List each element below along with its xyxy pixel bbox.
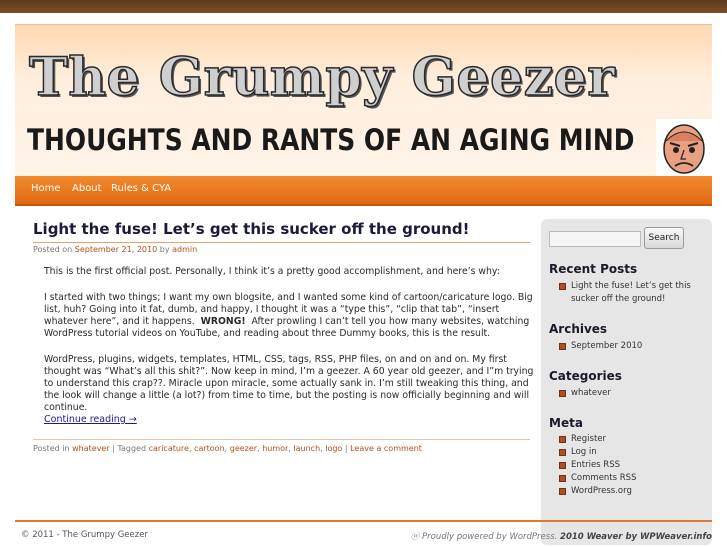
nav-about[interactable]: About	[72, 183, 102, 194]
weaver-link[interactable]: 2010 Weaver by WPWeaver.info	[560, 532, 712, 542]
page-frame	[15, 24, 712, 545]
tag-link[interactable]: humor	[262, 444, 289, 453]
tag-link[interactable]: cartoon	[194, 444, 225, 453]
main-content	[33, 220, 534, 453]
tag-link[interactable]: caricature	[148, 444, 189, 453]
nav-home[interactable]: Home	[31, 183, 61, 194]
archives-list	[559, 340, 704, 353]
posted-on-label: Posted on	[33, 245, 73, 254]
sidebar	[541, 219, 712, 545]
site-title[interactable]: The Grumpy Geezer	[29, 47, 616, 108]
by-label: by	[159, 245, 170, 254]
post-paragraph	[44, 292, 534, 340]
tag-link[interactable]: launch	[293, 444, 321, 453]
site-footer	[15, 520, 712, 547]
posted-in-label: Posted in	[33, 444, 70, 453]
search-button[interactable]: Search	[644, 227, 684, 249]
site-tagline: THOUGHTS AND RANTS OF AN AGING MIND	[27, 123, 635, 157]
post-paragraph-tail: After prowling I can’t tell you how many websites, watching WordPress tutorial videos on YouTube, and reading about three Dummy books, this is the result.	[44, 316, 530, 339]
grumpy-face-logo	[656, 119, 712, 177]
top-bar	[0, 0, 727, 13]
tagged-label: Tagged	[117, 444, 147, 453]
post-paragraph: This is the first official post. Personally, I think it’s a pretty good accomplishment, and here’s why:	[44, 266, 500, 277]
powered-by-link[interactable]: Proudly powered by WordPress.	[422, 532, 558, 542]
continue-reading-link[interactable]: Continue reading →	[44, 414, 137, 425]
category-link[interactable]: whatever	[72, 444, 110, 453]
site-header	[15, 24, 712, 177]
meta-list	[559, 433, 704, 498]
post-meta	[33, 245, 531, 254]
meta-comments-rss-link[interactable]: Comments RSS	[559, 472, 704, 485]
categories-list	[559, 387, 704, 400]
post-author-link[interactable]: admin	[172, 245, 198, 254]
meta-login-link[interactable]: Log in	[559, 446, 704, 459]
meta-register-link[interactable]: Register	[559, 433, 704, 446]
nav-rules[interactable]: Rules & CYA	[111, 183, 172, 194]
post-footer: Posted in whatever | Tagged caricature, cartoon, geezer, humor, launch, logo | Leave a comment	[33, 439, 530, 453]
tag-link[interactable]: logo	[325, 444, 343, 453]
post-title[interactable]: Light the fuse! Let’s get this sucker off the ground!	[33, 220, 530, 243]
leave-comment-link[interactable]: Leave a comment	[350, 444, 422, 453]
post-date-link[interactable]: September 21, 2010	[74, 245, 158, 254]
category-sidebar-link[interactable]: whatever	[559, 387, 704, 400]
recent-posts-list	[559, 280, 704, 306]
meta-wordpress-link[interactable]: WordPress.org	[559, 485, 704, 498]
archive-link[interactable]: September 2010	[559, 340, 704, 353]
footer-copyright: © 2011 - The Grumpy Geezer	[21, 530, 148, 540]
post-paragraph-text: I started with two things; I want my own blogsite, and I wanted some kind of cartoon/caricature logo. Big list, huh? Going into it fat, dumb, and happy, I thought it was a “type this”, “clip that tab”, “insert whatever here”, and it happens.	[44, 292, 533, 327]
main-nav	[15, 176, 712, 206]
tag-link[interactable]: geezer	[229, 444, 258, 453]
recent-post-link[interactable]: Light the fuse! Let’s get this sucker off the ground!	[559, 280, 704, 306]
recent-posts-title: Recent Posts	[549, 262, 638, 276]
post-body	[33, 266, 534, 414]
wrong-emphasis: WRONG!	[200, 316, 246, 327]
archives-title: Archives	[549, 322, 608, 336]
post-paragraph: WordPress, plugins, widgets, templates, HTML, CSS, tags, RSS, PHP files, on and on and on. My first thought was “What’s all this shit?”. Now keep in mind, I’m a geezer. A 60 year old geezer, and I”m trying to understand this crap??. Miracle upon miracle, some actually sank in. I’m still tweaking this thing, and the look will change a little (a lot?) from time to time, but the posting is now officially beginning and will continue.	[44, 354, 534, 413]
meta-entries-rss-link[interactable]: Entries RSS	[559, 459, 704, 472]
wordpress-icon: ⓦ	[410, 532, 420, 542]
categories-title: Categories	[549, 369, 622, 383]
search-input[interactable]	[549, 231, 641, 247]
footer-powered	[411, 530, 712, 542]
meta-title: Meta	[549, 416, 583, 430]
